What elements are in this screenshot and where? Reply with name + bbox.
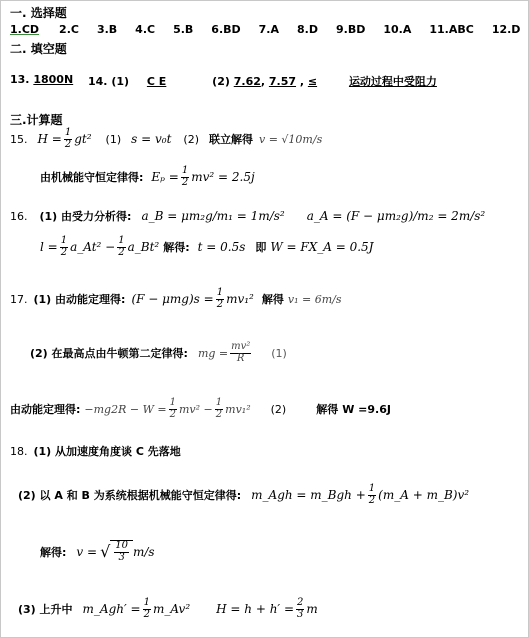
q15-result: v = √10m/s [259, 132, 323, 146]
choice-answer: 9.BD [335, 23, 366, 36]
q15-line2-fraction: $\frac{1}{2}$ [181, 165, 189, 188]
q17-eq2-fraction: $\frac{\text{mv²}}{R}$ [231, 341, 251, 364]
q17-eq2-lhs: mg = [197, 346, 229, 360]
q18-eq2-tail: (m_A + m_B)v² [378, 488, 470, 502]
q17-result3: W =9.6J [342, 402, 391, 416]
section-title-choice: 一. 选择题 [10, 6, 67, 20]
q15-line2-tail: mv² = 2.5j [191, 170, 255, 184]
q15-part2: (2) [183, 132, 199, 146]
choice-answer: 12.D [491, 23, 521, 36]
q17-solve3: 解得 [316, 403, 339, 416]
q17-eq1-lhs: (F − μmg)s = [131, 292, 214, 306]
q16-l-lhs: l = [40, 240, 58, 254]
q14-label: 14. [88, 75, 108, 88]
q16-part1: (1) 由受力分析得: [39, 210, 132, 223]
q13-answer: 1800N [33, 73, 74, 86]
q14-reason: 运动过程中受阻力 [348, 75, 437, 88]
choice-answer: 3.B [96, 23, 118, 36]
q15-eq1-fraction: $\frac{1}{2}$ [64, 127, 72, 150]
choice-answer: 11.ABC [429, 23, 474, 36]
q16-t-result: t = 0.5s [197, 240, 246, 254]
q17-label: 17. [10, 292, 28, 306]
q16-l-fraction-1: $\frac{1}{2}$ [60, 235, 68, 258]
q15-line1 [10, 128, 322, 150]
q18-part2: (2) 以 A 和 B 为系统根据机械能守恒定律得: [18, 489, 242, 502]
q18-part3: (3) 上升中 [18, 603, 73, 616]
q15-line2-text: 由机械能守恒定律得: [40, 171, 144, 184]
choice-answer: 6.BD [211, 23, 241, 36]
q17-part2: (2) 在最高点由牛顿第二定律得: [30, 347, 188, 360]
q17-part1: (1) 由动能定理得: [33, 293, 126, 306]
choice-answer: 1.CD [10, 23, 40, 36]
choice-answer: 7.A [258, 23, 280, 36]
q18-v-lhs: v = [76, 544, 98, 559]
q18-eq4-lhs: H = h + h′ = [216, 602, 295, 616]
q16-l-fraction-2: $\frac{1}{2}$ [118, 235, 125, 258]
q15-line2-lhs: Eₚ = [151, 170, 179, 184]
q17-line3-text: 由动能定理得: [10, 403, 81, 416]
q18-eq2-fraction: $\frac{1}{2}$ [368, 483, 376, 506]
q14-part2: (2) [212, 75, 230, 88]
q18-line3 [40, 540, 155, 563]
q17-eq1-tail: mv₁² [226, 292, 254, 306]
choice-answer: 8.D [297, 23, 318, 36]
q18-eq3-lhs: m_Agh′ = [82, 602, 141, 616]
q16-w-result: W = FX_A = 0.5J [270, 240, 374, 254]
q17-eq3-lhs: −mg2R − W = [84, 402, 167, 416]
q14-part2-relation: ≤ [307, 75, 318, 88]
q18-eq3-fraction: $\frac{1}{2}$ [143, 597, 150, 620]
q17-eq3-fraction-2: $\frac{1}{2}$ [215, 397, 223, 420]
q16-line1 [10, 208, 485, 224]
q18-eq4-fraction: $\frac{2}{3}$ [297, 597, 304, 620]
q17-eq3-tag: (2) [270, 402, 287, 416]
q16-label: 16. [10, 209, 28, 223]
q16-solve: 解得: [163, 241, 190, 254]
q17-line1 [10, 288, 341, 310]
choice-answer: 2.C [59, 23, 79, 36]
q17-eq3-mid: mv² − [178, 402, 213, 416]
q18-eq3-tail: m_Av² [152, 602, 191, 616]
q15-eq2: s = v₀t [131, 132, 172, 146]
q17-line2 [30, 342, 287, 364]
q16-l-mid: a_At² − [70, 240, 116, 254]
q13-block [10, 73, 73, 86]
q15-eq1-tail: gt² [74, 132, 92, 146]
q17-line3 [10, 398, 391, 420]
q16-eq-aB: a_B = μm₂g/m₁ = 1m/s² [141, 209, 285, 223]
q18-v-unit: m/s [133, 544, 155, 559]
q16-eq-aA: a_A = (F − μm₂g)/m₂ = 2m/s² [306, 209, 486, 223]
q16-then: 即 [255, 241, 267, 254]
q17-eq1-fraction: $\frac{1}{2}$ [216, 287, 224, 310]
q17-result1: v₁ = 6m/s [287, 292, 342, 306]
choice-answers-row [10, 23, 520, 36]
q15-eq1-lhs: H = [37, 132, 62, 146]
section-title-fill: 二. 填空题 [10, 42, 67, 56]
choice-answer: 4.C [135, 23, 156, 36]
q14-part2-a: 7.62 [233, 75, 261, 88]
section-title-calc: 三.计算题 [10, 113, 63, 127]
q18-v-sqrt: √ $\frac{10}{3}$ [100, 540, 133, 563]
q18-eq2-lhs: m_Agh = m_Bgh + [251, 488, 366, 502]
q18-label: 18. [10, 444, 28, 458]
q13-label: 13. [10, 73, 30, 86]
choice-answer: 5.B [173, 23, 194, 36]
q16-l-mid2: a_Bt² [127, 240, 160, 254]
q18-line2 [18, 484, 469, 506]
q18-eq4-tail: m [306, 602, 318, 616]
q14-block: 14. (1) C E (2) 7.62, 7.57 , ≤ 运动过程中受阻力 [88, 75, 437, 88]
q17-eq3-fraction-1: $\frac{1}{2}$ [169, 397, 176, 420]
q14-part1: (1) [111, 75, 130, 88]
q15-part1: (1) [105, 132, 122, 146]
q17-eq2-tag: (1) [271, 346, 287, 360]
q17-solve1: 解得 [261, 293, 284, 306]
q18-solve: 解得: [40, 545, 67, 559]
q14-part2-b: 7.57 [268, 75, 297, 88]
q15-label: 15. [10, 132, 28, 146]
q15-solve: 联立解得 [209, 133, 253, 146]
q15-line2 [40, 166, 255, 188]
choice-answer: 10.A [383, 23, 412, 36]
q18-line1 [10, 443, 181, 459]
q17-eq3-tail: mv₁² [225, 402, 251, 416]
q14-part1-answer: C E [146, 75, 167, 88]
q18-part1: (1) 从加速度角度谈 C 先落地 [33, 445, 181, 458]
q18-line4 [18, 598, 318, 620]
q16-line2 [40, 236, 374, 258]
